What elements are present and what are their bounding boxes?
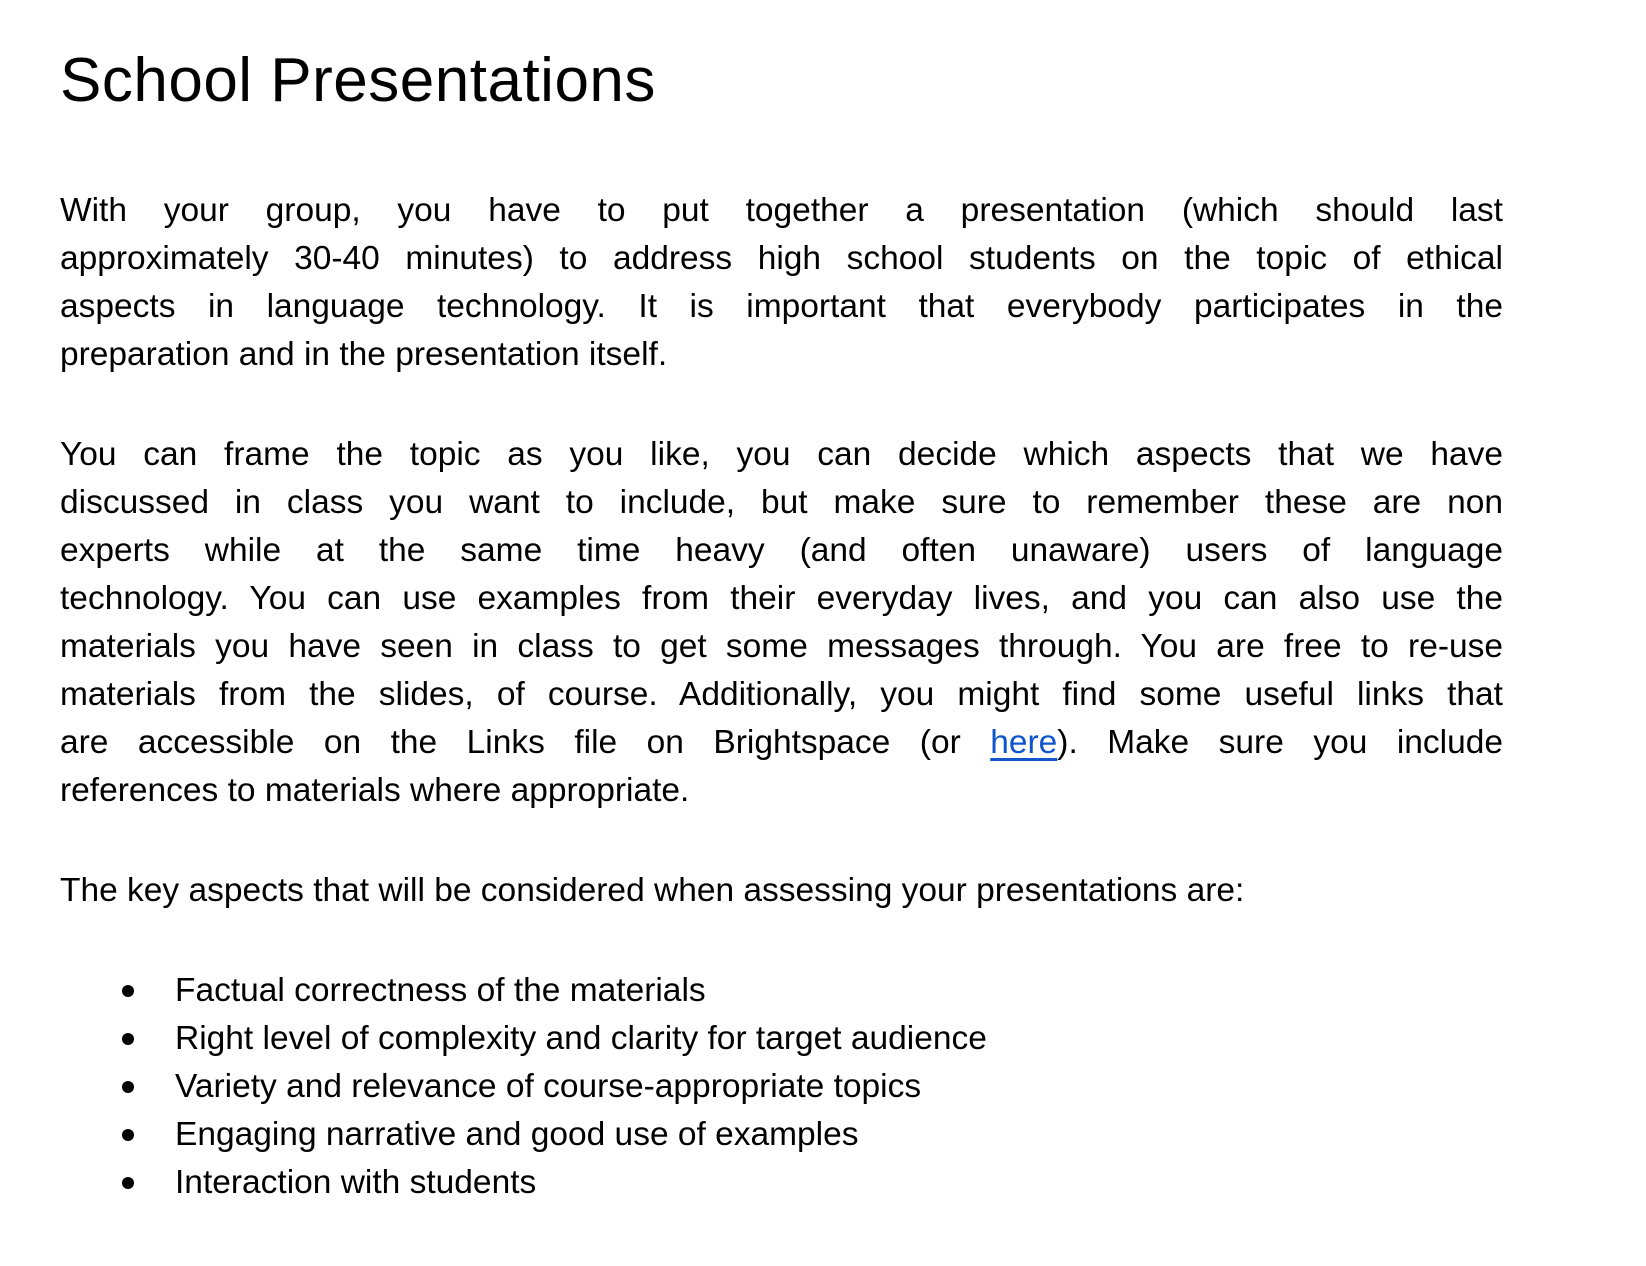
paragraph-intro: [60, 187, 1503, 379]
bullet-icon: [122, 985, 134, 997]
list-item: [60, 1111, 1503, 1159]
text-line: aspects in language technology. It is important that everybody participates in the: [60, 288, 1503, 325]
text-line: technology. You can use examples from their everyday lives, and you can also use the: [60, 580, 1503, 617]
text-line: With your group, you have to put together a presentation (which should last: [60, 192, 1503, 229]
text-line: references to materials where appropriate.: [60, 772, 690, 809]
bullet-icon: [122, 1177, 134, 1189]
text-line: materials you have seen in class to get some messages through. You are free to re-use: [60, 628, 1503, 665]
list-item: [60, 1015, 1503, 1063]
list-item-label: Interaction with students: [175, 1164, 537, 1201]
list-item-label: Variety and relevance of course-appropriate topics: [175, 1068, 922, 1105]
bullet-icon: [122, 1033, 134, 1045]
text-line: experts while at the same time heavy (and often unaware) users of language: [60, 532, 1503, 569]
text-line: approximately 30-40 minutes) to address high school students on the topic of ethical: [60, 240, 1503, 277]
bullet-icon: [122, 1081, 134, 1093]
document-title: School Presentations: [60, 46, 656, 115]
bullet-icon: [122, 1129, 134, 1141]
paragraph-assessment-intro: The key aspects that will be considered when assessing your presentations are:: [60, 872, 1245, 909]
list-item-label: Right level of complexity and clarity for target audience: [175, 1020, 987, 1057]
text-line: materials from the slides, of course. Additionally, you might find some useful links that: [60, 676, 1503, 713]
list-item: [60, 1063, 1503, 1111]
paragraph-topic-framing: [60, 431, 1503, 815]
list-item-label: Factual correctness of the materials: [175, 972, 706, 1009]
text-line: You can frame the topic as you like, you can decide which aspects that we have: [60, 436, 1503, 473]
text-line-with-link: [60, 719, 1503, 767]
assessment-criteria-list: [60, 967, 1503, 1207]
text-segment: are accessible on the Links file on Brightspace (or: [60, 724, 991, 761]
list-item: [60, 967, 1503, 1015]
text-segment: ). Make sure you include: [1057, 724, 1503, 761]
list-item: [60, 1159, 1503, 1207]
text-line: preparation and in the presentation itself.: [60, 336, 668, 373]
here-link[interactable]: here: [990, 724, 1058, 761]
text-line: discussed in class you want to include, but make sure to remember these are non: [60, 484, 1503, 521]
list-item-label: Engaging narrative and good use of examples: [175, 1116, 859, 1153]
